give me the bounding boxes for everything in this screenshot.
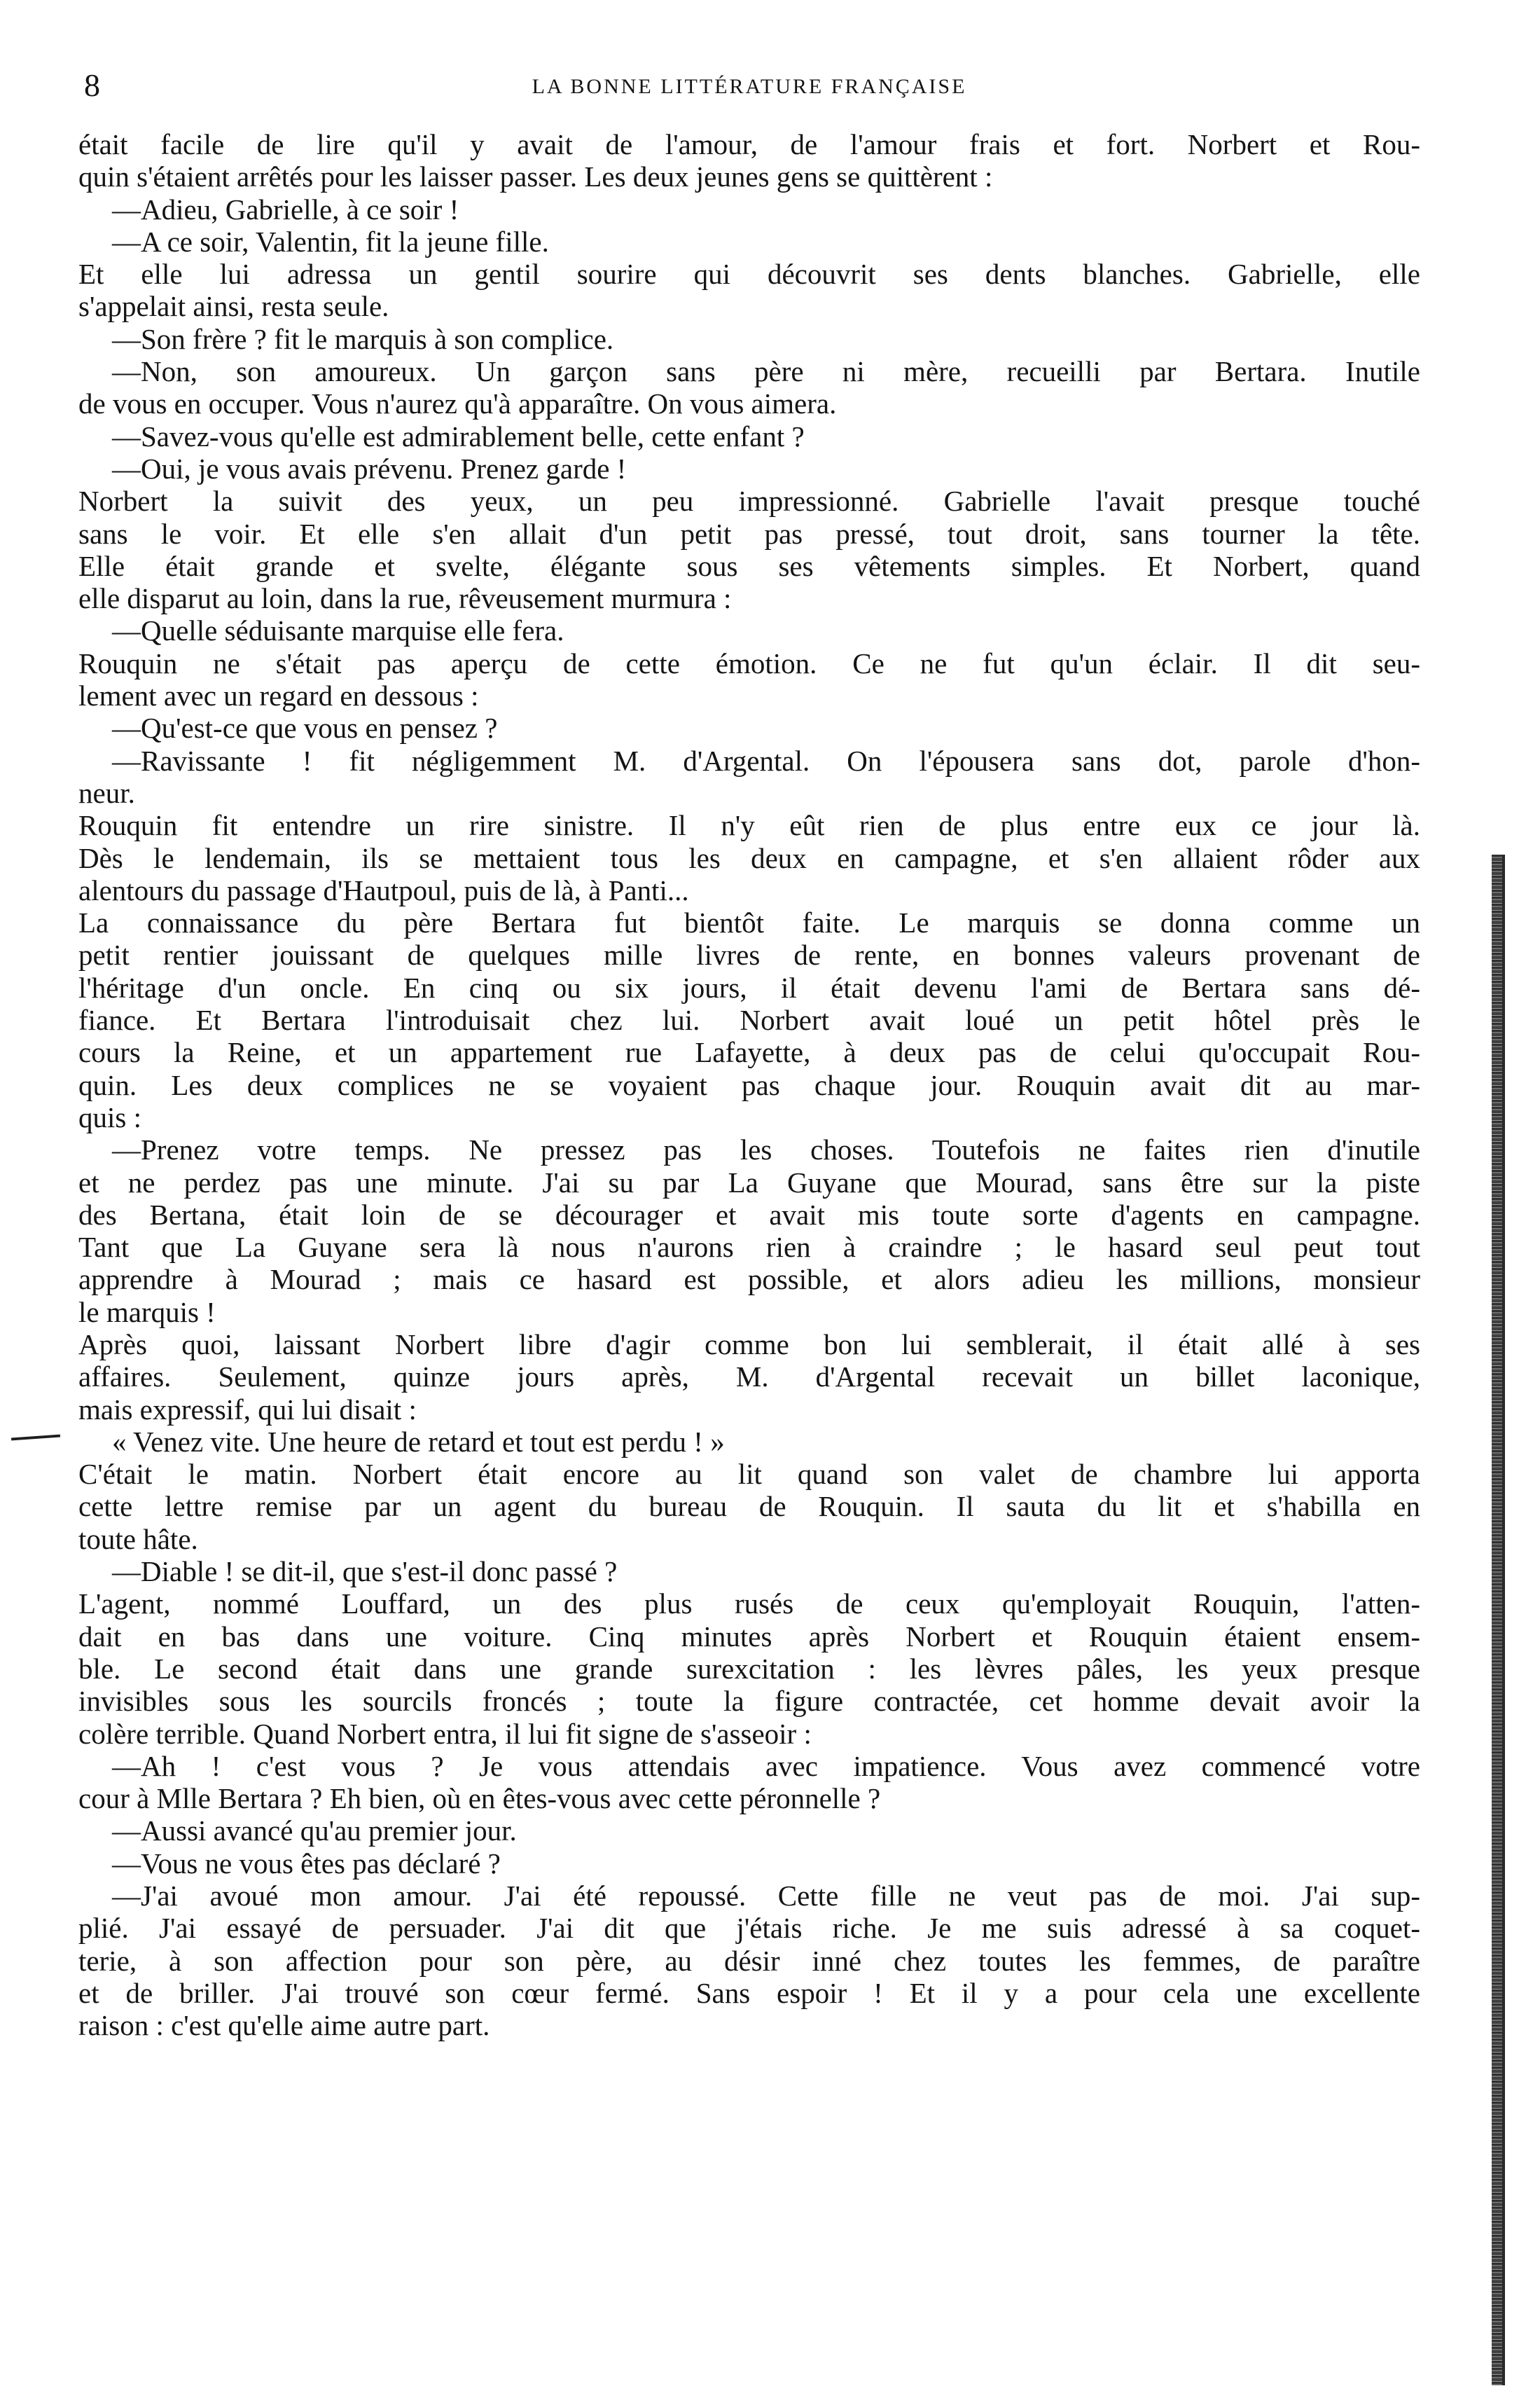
text-line: —Ravissante ! fit négligemment M. d'Argental. On l'épousera sans dot, parole d'hon-: [112, 744, 1420, 777]
text-line: des Bertana, était loin de se décourager et avait mis toute sorte d'agents en campagne.: [78, 1198, 1420, 1231]
text-line: plié. J'ai essayé de persuader. J'ai dit que j'étais riche. Je me suis adressé à sa coquet-: [78, 1912, 1420, 1945]
text-line: —Son frère ? fit le marquis à son complice.: [112, 322, 614, 355]
text-line: —Savez-vous qu'elle est admirablement belle, cette enfant ?: [112, 420, 805, 453]
text-line: elle disparut au loin, dans la rue, rêveusement murmura :: [78, 582, 732, 615]
text-line: était facile de lire qu'il y avait de l'amour, de l'amour frais et fort. Norbert et Rou-: [78, 128, 1420, 160]
text-line: lement avec un regard en dessous :: [78, 680, 479, 712]
body-text: [78, 128, 1420, 2042]
text-line: —Vous ne vous êtes pas déclaré ?: [112, 1847, 501, 1880]
text-line: petit rentier jouissant de quelques mille livres de rente, en bonnes valeurs provenant de: [78, 939, 1420, 972]
text-line: L'agent, nommé Louffard, un des plus rusés de ceux qu'employait Rouquin, l'atten-: [78, 1587, 1420, 1620]
page-number: 8: [84, 67, 100, 103]
text-line: cour à Mlle Bertara ? Eh bien, où en êtes-vous avec cette péronnelle ?: [78, 1782, 881, 1815]
text-line: —A ce soir, Valentin, fit la jeune fille.: [112, 225, 549, 258]
text-line: et ne perdez pas une minute. J'ai su par La Guyane que Mourad, sans être sur la piste: [78, 1166, 1420, 1199]
text-line: —Diable ! se dit-il, que s'est-il donc passé ?: [112, 1555, 618, 1588]
text-line: s'appelait ainsi, resta seule.: [78, 290, 389, 323]
text-line: —Ah ! c'est vous ? Je vous attendais avec impatience. Vous avez commencé votre: [112, 1749, 1420, 1782]
text-line: apprendre à Mourad ; mais ce hasard est possible, et alors adieu les millions, monsieur: [78, 1263, 1420, 1296]
text-line: Tant que La Guyane sera là nous n'aurons rien à craindre ; le hasard seul peut tout: [78, 1231, 1420, 1264]
text-line: « Venez vite. Une heure de retard et tout est perdu ! »: [112, 1425, 725, 1458]
text-line: —Oui, je vous avais prévenu. Prenez garde !: [112, 452, 627, 485]
text-line: ble. Le second était dans une grande surexcitation : les lèvres pâles, les yeux presque: [78, 1652, 1420, 1685]
text-line: —Non, son amoureux. Un garçon sans père ni mère, recueilli par Bertara. Inutile: [112, 355, 1420, 388]
text-line: Dès le lendemain, ils se mettaient tous les deux en campagne, et s'en allaient rôder aux: [78, 841, 1420, 874]
text-line: La connaissance du père Bertara fut bientôt faite. Le marquis se donna comme un: [78, 906, 1420, 939]
text-line: Rouquin fit entendre un rire sinistre. Il n'y eût rien de plus entre eux ce jour là.: [78, 809, 1420, 842]
text-line: C'était le matin. Norbert était encore au lit quand son valet de chambre lui apporta: [78, 1458, 1420, 1491]
binding-edge-line: [1502, 855, 1505, 2385]
text-line: —J'ai avoué mon amour. J'ai été repoussé. Cette fille ne veut pas de moi. J'ai sup-: [112, 1880, 1420, 1912]
text-line: Après quoi, laissant Norbert libre d'agir comme bon lui semblerait, il était allé à ses: [78, 1327, 1420, 1360]
text-line: et de briller. J'ai trouvé son cœur fermé. Sans espoir ! Et il y a pour cela une excellente: [78, 1976, 1420, 2009]
text-line: neur.: [78, 776, 135, 809]
text-line: Et elle lui adressa un gentil sourire qui découvrit ses dents blanches. Gabrielle, elle: [78, 258, 1420, 291]
text-line: colère terrible. Quand Norbert entra, il lui fit signe de s'asseoir :: [78, 1717, 812, 1750]
text-line: Rouquin ne s'était pas aperçu de cette émotion. Ce ne fut qu'un éclair. Il dit seu-: [78, 647, 1420, 680]
text-line: —Adieu, Gabrielle, à ce soir !: [112, 193, 459, 226]
text-line: le marquis !: [78, 1295, 216, 1328]
text-line: Norbert la suivit des yeux, un peu impressionné. Gabrielle l'avait presque touché: [78, 485, 1420, 518]
margin-pencil-mark: [11, 1435, 60, 1441]
text-line: —Qu'est-ce que vous en pensez ?: [112, 712, 498, 745]
text-line: toute hâte.: [78, 1522, 198, 1555]
text-line: dait en bas dans une voiture. Cinq minutes après Norbert et Rouquin étaient ensem-: [78, 1620, 1420, 1653]
text-line: —Prenez votre temps. Ne pressez pas les choses. Toutefois ne faites rien d'inutile: [112, 1133, 1420, 1166]
text-line: invisibles sous les sourcils froncés ; toute la figure contractée, cet homme devait avoir la: [78, 1685, 1420, 1718]
running-header: [84, 64, 1415, 106]
text-line: l'héritage d'un oncle. En cinq ou six jours, il était devenu l'ami de Bertara sans dé-: [78, 971, 1420, 1004]
text-line: terie, à son affection pour son père, au désir inné chez toutes les femmes, de paraître: [78, 1944, 1420, 1977]
text-line: —Aussi avancé qu'au premier jour.: [112, 1814, 517, 1847]
text-line: cette lettre remise par un agent du bureau de Rouquin. Il sauta du lit et s'habilla en: [78, 1490, 1420, 1523]
text-line: fiance. Et Bertara l'introduisait chez lui. Norbert avait loué un petit hôtel près le: [78, 1004, 1420, 1037]
text-line: mais expressif, qui lui disait :: [78, 1393, 417, 1426]
running-title: LA BONNE LITTÉRATURE FRANÇAISE: [532, 75, 967, 98]
text-line: quin. Les deux complices ne se voyaient pas chaque jour. Rouquin avait dit au mar-: [78, 1068, 1420, 1101]
text-line: cours la Reine, et un appartement rue Lafayette, à deux pas de celui qu'occupait Rou-: [78, 1036, 1420, 1069]
text-line: sans le voir. Et elle s'en allait d'un petit pas pressé, tout droit, sans tourner la tête.: [78, 517, 1420, 550]
text-line: affaires. Seulement, quinze jours après, M. d'Argental recevait un billet laconique,: [78, 1360, 1420, 1393]
text-line: raison : c'est qu'elle aime autre part.: [78, 2009, 490, 2042]
text-line: —Quelle séduisante marquise elle fera.: [112, 614, 564, 647]
text-line: de vous en occuper. Vous n'aurez qu'à apparaître. On vous aimera.: [78, 387, 837, 420]
text-line: Elle était grande et svelte, élégante sous ses vêtements simples. Et Norbert, quand: [78, 549, 1420, 582]
text-line: alentours du passage d'Hautpoul, puis de là, à Panti...: [78, 874, 689, 906]
text-line: quin s'étaient arrêtés pour les laisser passer. Les deux jeunes gens se quittèrent :: [78, 160, 993, 193]
text-line: quis :: [78, 1101, 141, 1133]
